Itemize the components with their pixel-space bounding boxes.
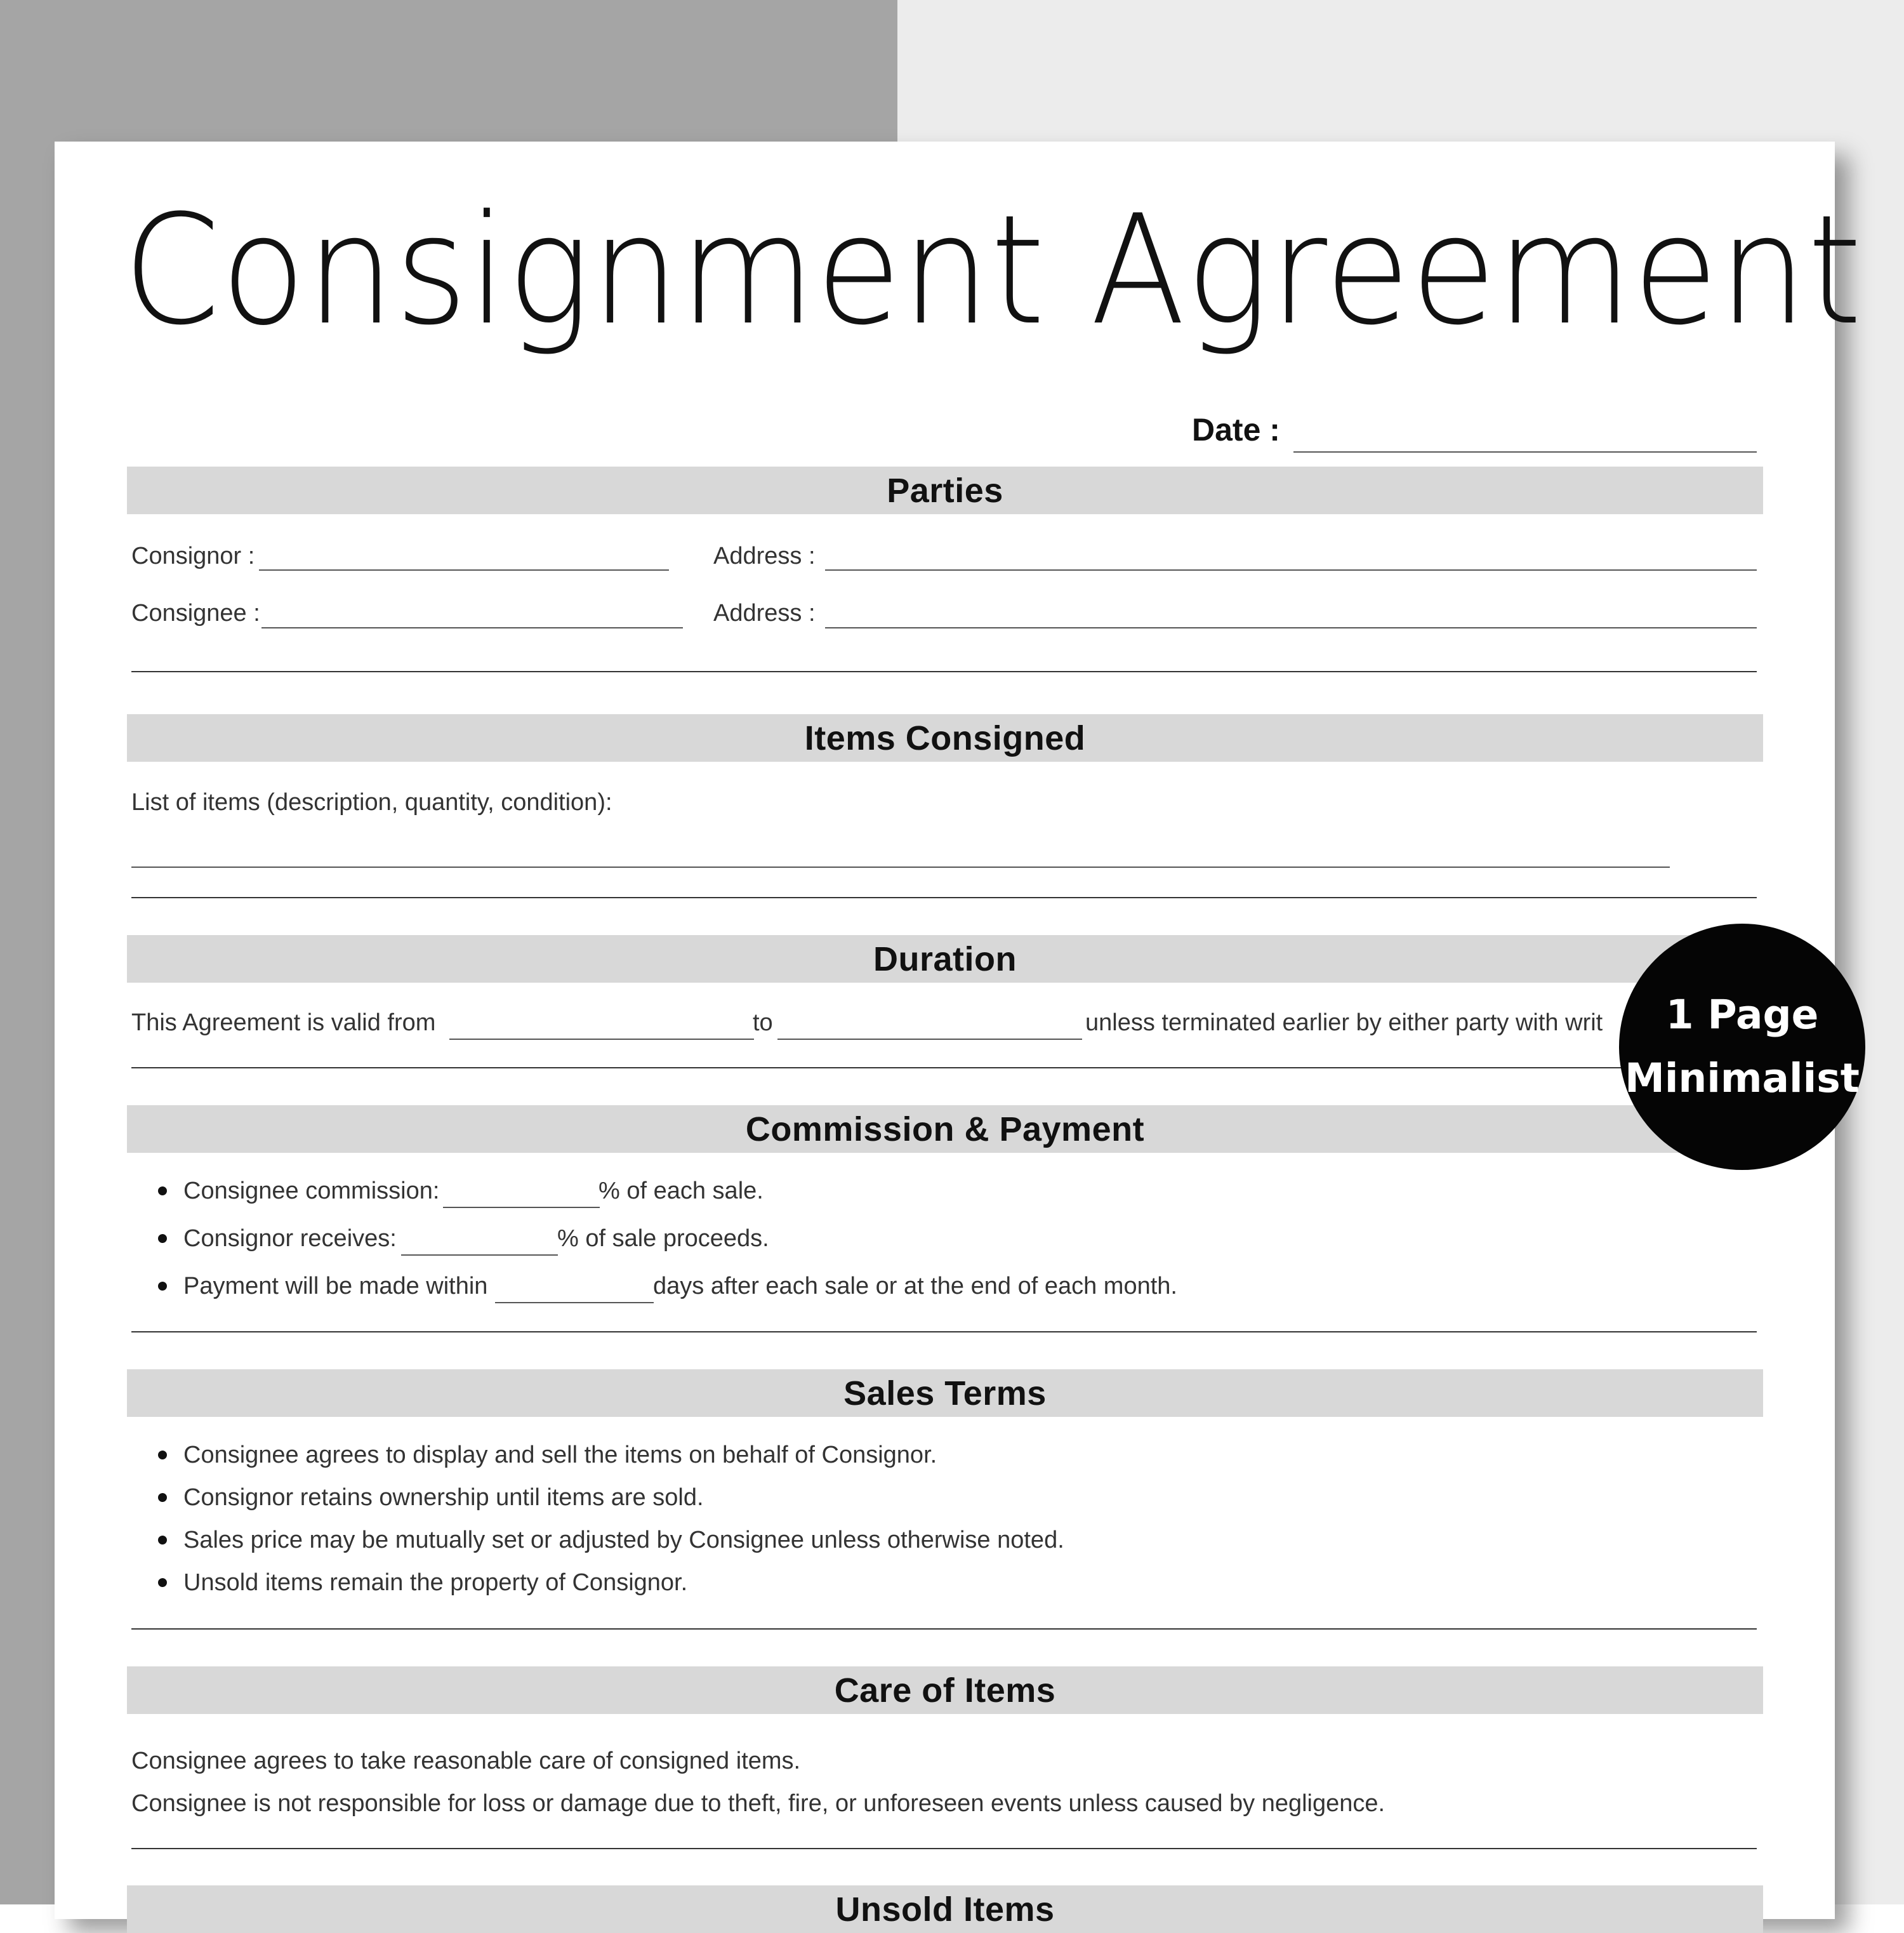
consignee-field[interactable]: [261, 627, 683, 628]
section-divider: [131, 1628, 1757, 1630]
bullet: [158, 1493, 167, 1502]
items-list-field[interactable]: [131, 867, 1670, 868]
consignor-address-label: Address :: [713, 543, 816, 569]
bullet: [158, 1186, 167, 1195]
bullet: [158, 1578, 167, 1587]
section-heading-items-consigned: Items Consigned: [127, 714, 1763, 762]
consignor-receives-field[interactable]: [401, 1254, 558, 1256]
document-title: Consignment Agreement: [123, 183, 1863, 359]
duration-start-field[interactable]: [449, 1039, 754, 1040]
date-label: Date :: [1192, 412, 1280, 448]
commission-line3-suffix: days after each sale or at the end of each month.: [653, 1273, 1177, 1299]
bullet: [158, 1536, 167, 1544]
duration-end-field[interactable]: [777, 1039, 1082, 1040]
consignee-commission-field[interactable]: [443, 1207, 600, 1208]
care-of-items-line2: Consignee is not responsible for loss or damage due to theft, fire, or unforeseen events unless caused by negligence.: [131, 1790, 1385, 1817]
badge-line2: Minimalist: [1625, 1055, 1860, 1101]
consignee-label: Consignee :: [131, 600, 260, 627]
date-field[interactable]: [1293, 451, 1757, 453]
document-page: [55, 142, 1863, 1929]
care-of-items-line1: Consignee agrees to take reasonable care of consigned items.: [131, 1748, 801, 1774]
commission-line2-suffix: % of sale proceeds.: [557, 1225, 769, 1252]
sales-term-item: Consignor retains ownership until items are sold.: [183, 1484, 704, 1511]
section-divider: [131, 1848, 1757, 1849]
section-heading-care-of-items: Care of Items: [127, 1666, 1763, 1714]
section-divider: [131, 1067, 1757, 1068]
bullet: [158, 1234, 167, 1243]
bullet: [158, 1282, 167, 1291]
consignor-label: Consignor :: [131, 543, 255, 569]
one-page-minimalist-badge: [1619, 924, 1865, 1170]
section-heading-unsold-items: Unsold Items: [127, 1885, 1763, 1933]
duration-text-prefix: This Agreement is valid from: [131, 1009, 436, 1036]
commission-line1-suffix: % of each sale.: [598, 1178, 764, 1204]
payment-days-field[interactable]: [495, 1302, 654, 1303]
duration-text-to: to: [753, 1009, 773, 1036]
section-divider: [131, 1331, 1757, 1332]
consignor-field[interactable]: [259, 569, 669, 571]
section-heading-sales-terms: Sales Terms: [127, 1369, 1763, 1417]
section-heading-parties: Parties: [127, 467, 1763, 514]
consignee-address-field[interactable]: [825, 627, 1757, 628]
badge-line1: 1 Page: [1665, 992, 1819, 1039]
consignee-address-label: Address :: [713, 600, 816, 627]
duration-text-suffix: unless terminated earlier by either party with writ: [1085, 1009, 1603, 1036]
consignor-address-field[interactable]: [825, 569, 1757, 571]
sales-term-item: Sales price may be mutually set or adjusted by Consignee unless otherwise noted.: [183, 1527, 1064, 1553]
section-heading-commission-payment: Commission & Payment: [127, 1105, 1763, 1153]
commission-line3-prefix: Payment will be made within: [183, 1273, 488, 1299]
sales-term-item: Consignee agrees to display and sell the items on behalf of Consignor.: [183, 1442, 937, 1468]
section-divider: [131, 671, 1757, 672]
items-list-prompt: List of items (description, quantity, condition):: [131, 789, 612, 816]
sales-term-item: Unsold items remain the property of Consignor.: [183, 1569, 688, 1596]
commission-line1-prefix: Consignee commission:: [183, 1178, 440, 1204]
commission-line2-prefix: Consignor receives:: [183, 1225, 397, 1252]
section-heading-duration: Duration: [127, 935, 1763, 983]
section-divider: [131, 897, 1757, 898]
bullet: [158, 1451, 167, 1459]
